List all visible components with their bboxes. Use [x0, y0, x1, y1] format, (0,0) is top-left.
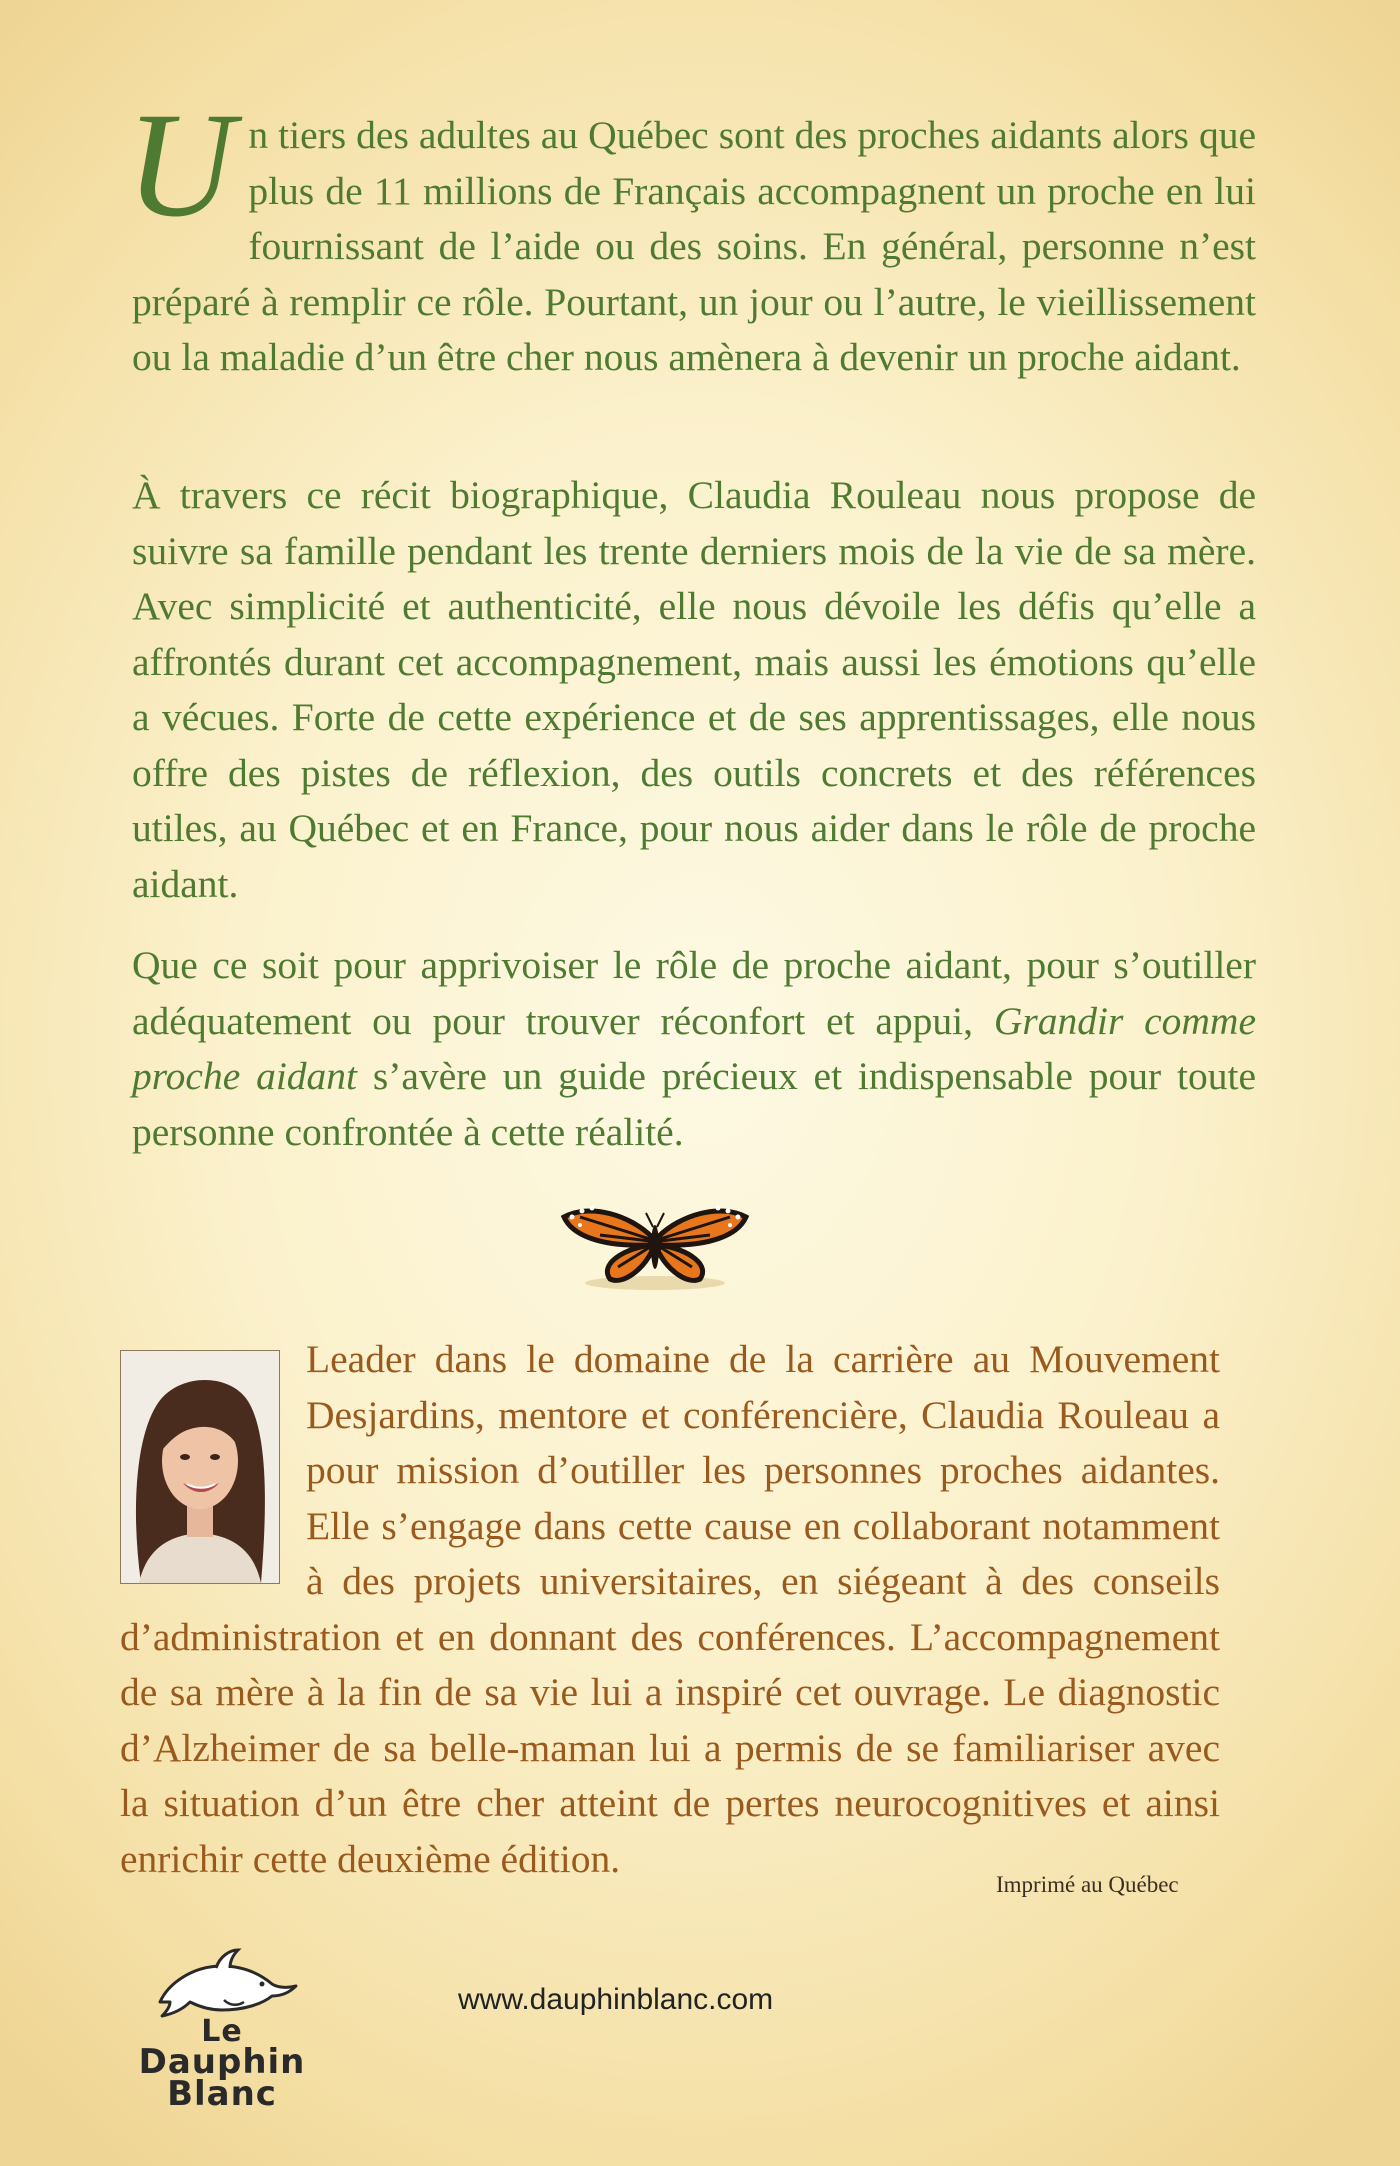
dropcap-letter: U: [126, 82, 235, 248]
publisher-name-blanc: Blanc: [167, 2074, 277, 2114]
publisher-name-dauphin: Dauphin: [138, 2042, 306, 2082]
blurb-paragraph-3-end: s’avère un guide précieux et indispensable pour toute personne confrontée à cette réalité.: [132, 1054, 1256, 1154]
blurb-paragraph-3: [132, 938, 1256, 1160]
author-bio: [120, 1332, 1220, 1887]
author-bio-text: Leader dans le domaine de la carrière au Mouvement Desjardins, mentore et conférencière, Claudia Rouleau a pour mission d’outiller les personnes proches aidantes. Elle s’engage dans cette cause en collaborant notamment à des projets universitaires, en siégeant à des conseils d’administration et en donnant des conférences. L’accompagnement de sa mère à la fin de sa vie lui a inspiré cet ouvrage. Le diagnostic d’Alzheimer de sa belle-maman lui a permis de se familiariser avec la situation d’un être cher atteint de pertes neurocognitives et ainsi enrichir cette deuxième édition.: [120, 1337, 1220, 1881]
blurb-paragraph-1-text: n tiers des adultes au Québec sont des proches aidants alors que plus de 11 millions de Français accompagnent un proche en lui fournissant de l’aide ou des soins. En général, personne n’est préparé à remplir ce rôle. Pourtant, un jour ou l’autre, le vieillissement ou la maladie d’un être cher nous amènera à devenir un proche aidant.: [132, 113, 1256, 379]
blurb-paragraph-3-start: Que ce soit pour apprivoiser le rôle de proche aidant, pour s’outiller adéquatement ou pour trouver réconfort et appui,: [132, 943, 1256, 1043]
publisher-name-le: Le: [201, 2014, 243, 2049]
book-title: Grandir comme proche aidant: [132, 998, 1256, 1098]
printed-in-note: Imprimé au Québec: [996, 1872, 1179, 1897]
blurb-paragraph-1: [126, 82, 1256, 386]
dolphin-icon: [112, 1944, 332, 2024]
publisher-website: www.dauphinblanc.com: [458, 1983, 774, 2016]
blurb-paragraph-2: À travers ce récit biographique, Claudia Rouleau nous propose de suivre sa famille pendant les trente derniers mois de la vie de sa mère. Avec simplicité et authenticité, elle nous dévoile les défis qu’elle a affrontés durant cet accompagnement, mais aussi les émotions qu’elle a vécues. Forte de cette expérience et de ses apprentissages, elle nous offre des pistes de réflexion, des outils concrets et des références utiles, au Québec et en France, pour nous aider dans le rôle de proche aidant.: [132, 473, 1256, 906]
author-photo: [120, 1350, 280, 1584]
butterfly-icon: [560, 1195, 750, 1295]
publisher-logo: [112, 1944, 332, 2114]
